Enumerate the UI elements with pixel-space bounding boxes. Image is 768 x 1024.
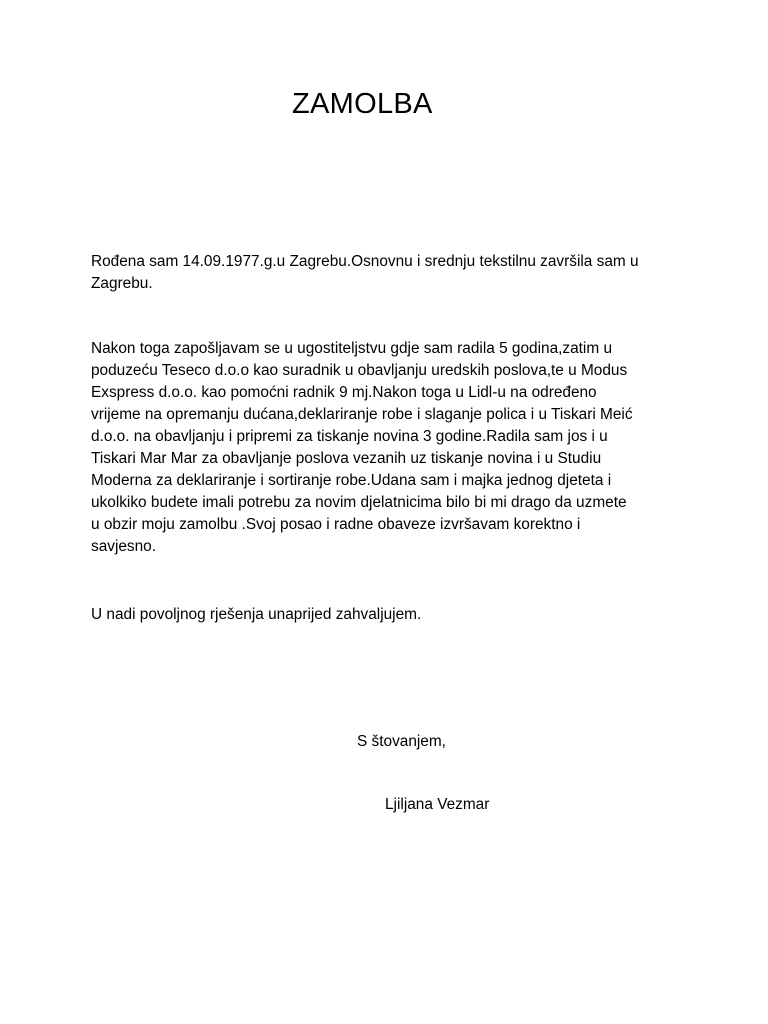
document-title: ZAMOLBA	[292, 88, 433, 120]
paragraph-birth-education	[91, 251, 681, 295]
paragraph-line: vrijeme na opremanju dućana,deklariranje robe i slaganje polica i u Tiskari Meić	[91, 406, 633, 423]
paragraph-line: poduzeću Teseco d.o.o kao suradnik u obavljanju uredskih poslova,te u Modus	[91, 362, 628, 379]
paragraph-line: Tiskari Mar Mar za obavljanje poslova vezanih uz tiskanje novina i u Studiu	[91, 450, 602, 467]
paragraph-thanks	[91, 604, 681, 626]
paragraph-line: Moderna za deklariranje i sortiranje robe.Udana sam i majka jednog djeteta i	[91, 472, 612, 489]
paragraph-line: d.o.o. na obavljanju i pripremi za tiskanje novina 3 godine.Radila sam jos i u	[91, 428, 608, 445]
paragraph-line: u obzir moju zamolbu .Svoj posao i radne obaveze izvršavam korektno i	[91, 516, 581, 533]
paragraph-line: Rođena sam 14.09.1977.g.u Zagrebu.Osnovnu i srednju tekstilnu završila sam u	[91, 253, 639, 270]
paragraph-line: Zagrebu.	[91, 275, 153, 292]
paragraph-line: savjesno.	[91, 538, 157, 555]
closing-salutation: S štovanjem,	[357, 733, 446, 750]
paragraph-line: Nakon toga zapošljavam se u ugostiteljstvu gdje sam radila 5 godina,zatim u	[91, 340, 613, 357]
signature-name: Ljiljana Vezmar	[385, 796, 490, 813]
paragraph-line: ukolkiko budete imali potrebu za novim djelatnicima bilo bi mi drago da uzmete	[91, 494, 627, 511]
paragraph-line: U nadi povoljnog rješenja unaprijed zahvaljujem.	[91, 606, 422, 623]
paragraph-line: Exspress d.o.o. kao pomoćni radnik 9 mj.Nakon toga u Lidl-u na određeno	[91, 384, 597, 401]
paragraph-work-history	[91, 338, 681, 558]
